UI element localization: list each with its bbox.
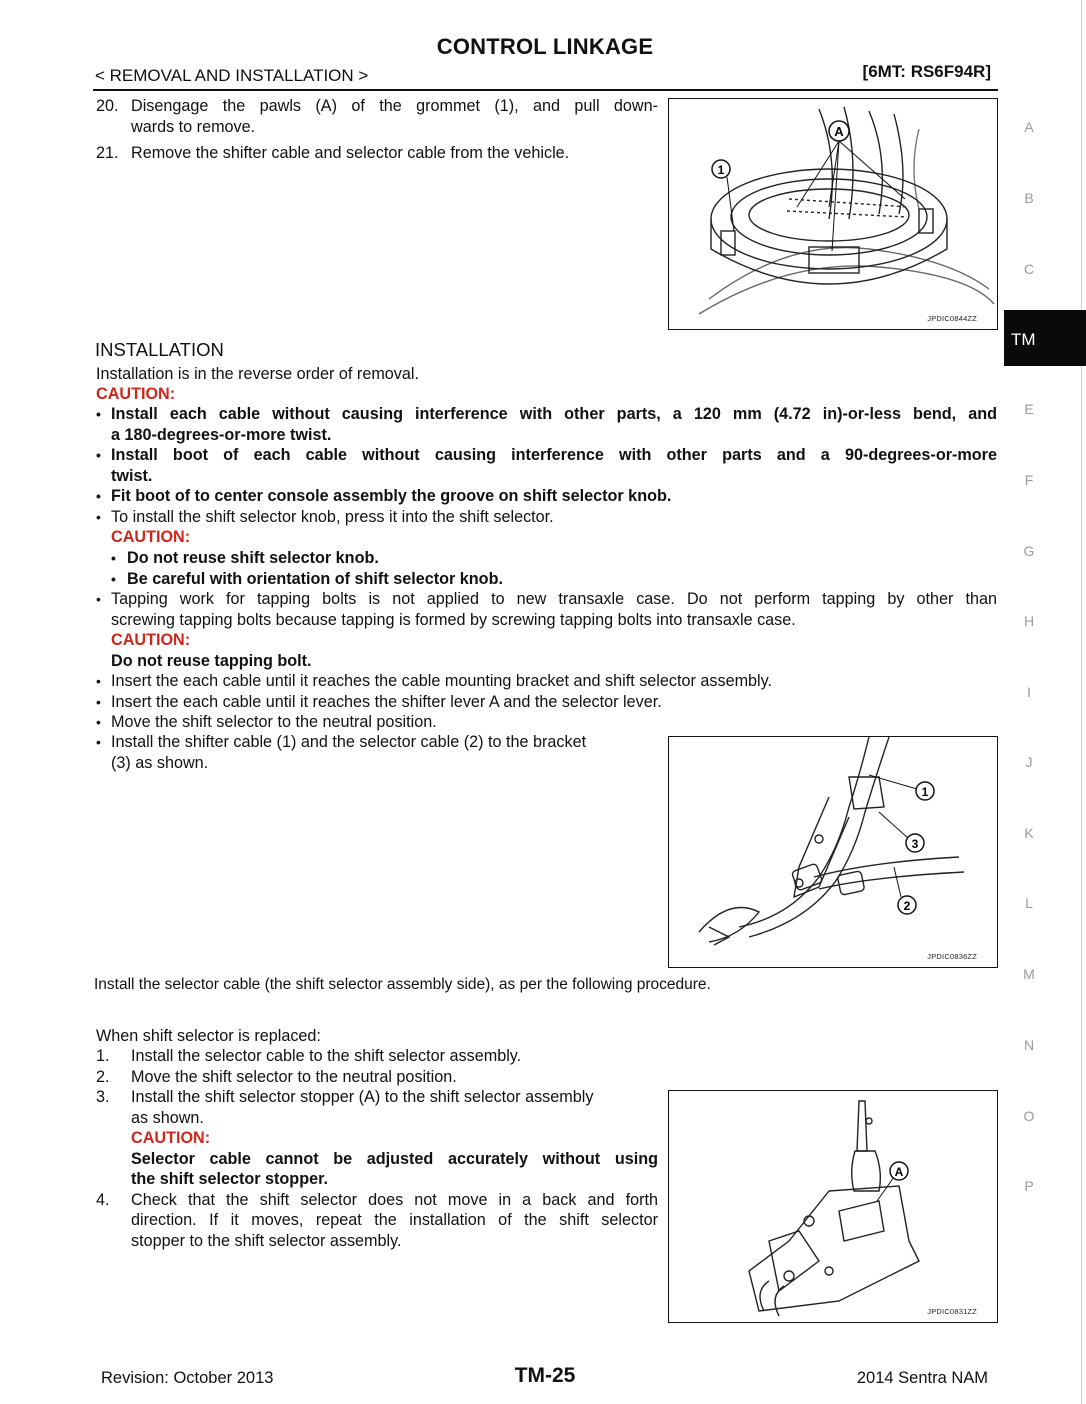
index-tab-k[interactable]: K [1024, 825, 1034, 841]
index-tab-o[interactable]: O [1023, 1108, 1035, 1124]
step-text-cont: direction. If it moves, repeat the installation of the shift selector [131, 1211, 658, 1229]
bullet-icon: • [111, 550, 116, 566]
index-tab-n[interactable]: N [1023, 1037, 1035, 1053]
figure-bracket [668, 736, 998, 968]
step-text: Check that the shift selector does not move in a back and forth [131, 1191, 658, 1209]
intro-text: Installation is in the reverse order of removal. [96, 365, 419, 383]
index-tab-l[interactable]: L [1025, 895, 1033, 911]
step-text: Disengage the pawls (A) of the grommet (1), and pull down- [131, 97, 658, 115]
step-text-cont: stopper to the shift selector assembly. [131, 1232, 402, 1250]
index-tab-m[interactable]: M [1023, 966, 1035, 982]
step3-caution: Selector cable cannot be adjusted accurately without using [131, 1150, 658, 1168]
index-tab-p[interactable]: P [1024, 1178, 1034, 1194]
step-text: Install the selector cable to the shift selector assembly. [131, 1047, 522, 1065]
step-number: 20. [96, 97, 119, 115]
caution-item-cont: a 180-degrees-or-more twist. [111, 426, 332, 444]
breadcrumb: < REMOVAL AND INSTALLATION > [95, 66, 369, 85]
bullet-icon: • [96, 673, 101, 689]
step-number: 4. [96, 1191, 110, 1209]
index-tab-f[interactable]: F [1024, 472, 1034, 488]
callout-label: A [834, 124, 844, 139]
tapping-item: Tapping work for tapping bolts is not applied to new transaxle case. Do not perform tapping by other than [111, 590, 997, 608]
callout-label: 1 [921, 785, 929, 799]
tapping-caution: Do not reuse tapping bolt. [111, 652, 312, 670]
index-tab-e[interactable]: E [1024, 401, 1034, 417]
list-item: Insert the each cable until it reaches the cable mounting bracket and shift selector assembly. [111, 672, 773, 690]
bullet-icon: • [96, 447, 101, 463]
step-text: Move the shift selector to the neutral position. [131, 1068, 457, 1086]
callout-label: A [894, 1165, 904, 1179]
step-number: 3. [96, 1088, 110, 1106]
list-item: Move the shift selector to the neutral position. [111, 713, 437, 731]
index-tab-tm[interactable] [1004, 310, 1086, 366]
bullet-icon: • [96, 591, 101, 607]
index-tab-h[interactable]: H [1023, 613, 1035, 629]
figure-shift-selector [668, 1090, 998, 1323]
page-edge [1081, 0, 1082, 1404]
page-title: CONTROL LINKAGE [436, 34, 654, 59]
bullet-icon: • [96, 694, 101, 710]
bracket-illustration [669, 737, 997, 967]
step-text: Install the shift selector stopper (A) to the shift selector assembly [131, 1088, 594, 1106]
header-rule [93, 89, 998, 91]
step-text-cont: as shown. [131, 1109, 204, 1127]
model-code: [6MT: RS6F94R] [862, 62, 991, 81]
caution-item: Fit boot of to center console assembly the groove on shift selector knob. [111, 487, 672, 505]
bullet-icon: • [96, 406, 101, 422]
index-tab-j[interactable]: J [1025, 754, 1033, 770]
section-heading: INSTALLATION [95, 339, 224, 360]
step3-caution-cont: the shift selector stopper. [131, 1170, 328, 1188]
bullet-icon: • [111, 571, 116, 587]
caution-item-cont: twist. [111, 467, 153, 485]
knob-item: To install the shift selector knob, press it into the shift selector. [111, 508, 554, 526]
index-tab-i[interactable]: I [1027, 684, 1031, 700]
grommet-illustration [669, 99, 997, 329]
callout-label: 2 [903, 899, 911, 913]
index-tab-tm-label: TM [1011, 330, 1036, 349]
figure-code: JPDIC0844ZZ [927, 314, 977, 323]
subheading: When shift selector is replaced: [96, 1027, 321, 1045]
figure-grommet [668, 98, 998, 330]
knob-caution: Be careful with orientation of shift selector knob. [127, 570, 503, 588]
footer-page-number: TM-25 [514, 1364, 576, 1387]
step-number: 1. [96, 1047, 110, 1065]
bullet-icon: • [96, 734, 101, 750]
footer-revision: Revision: October 2013 [101, 1369, 274, 1387]
step-number: 21. [96, 144, 119, 162]
list-item: Install the shifter cable (1) and the selector cable (2) to the bracket [111, 733, 587, 751]
index-tab-g[interactable]: G [1023, 543, 1035, 559]
step-number: 2. [96, 1068, 110, 1086]
tapping-item-cont: screwing tapping bolts because tapping is formed by screwing tapping bolts into transaxle case. [111, 611, 796, 629]
caution-label: CAUTION: [111, 528, 191, 546]
step-text: Remove the shifter cable and selector cable from the vehicle. [131, 144, 570, 162]
list-item-cont: (3) as shown. [111, 754, 209, 772]
figure-code: JPDIC0836ZZ [927, 952, 977, 961]
index-tab-a[interactable]: A [1024, 119, 1034, 135]
figure-code: JPDIC0831ZZ [927, 1307, 977, 1316]
knob-caution: Do not reuse shift selector knob. [127, 549, 379, 567]
callout-label: 3 [911, 837, 919, 851]
bullet-icon: • [96, 714, 101, 730]
footer-vehicle: 2014 Sentra NAM [856, 1369, 988, 1387]
caution-label: CAUTION: [96, 385, 176, 403]
caution-item: Install boot of each cable without causing interference with other parts and a 90-degrees-or-more [111, 446, 997, 464]
callout-label: 1 [717, 163, 725, 177]
bullet-icon: • [96, 509, 101, 525]
bullet-icon: • [96, 488, 101, 504]
caution-item: Install each cable without causing interference with other parts, a 120 mm (4.72 in)-or-less bend, and [111, 405, 997, 423]
index-tab-b[interactable]: B [1024, 190, 1034, 206]
caution-label: CAUTION: [111, 631, 191, 649]
list-item: Insert the each cable until it reaches the shifter lever A and the selector lever. [111, 693, 662, 711]
step-text-cont: wards to remove. [131, 118, 256, 136]
shift-selector-illustration [669, 1091, 997, 1322]
index-tab-c[interactable]: C [1023, 261, 1035, 277]
caution-label: CAUTION: [131, 1129, 211, 1147]
selector-note: Install the selector cable (the shift selector assembly side), as per the following procedure. [94, 976, 711, 993]
